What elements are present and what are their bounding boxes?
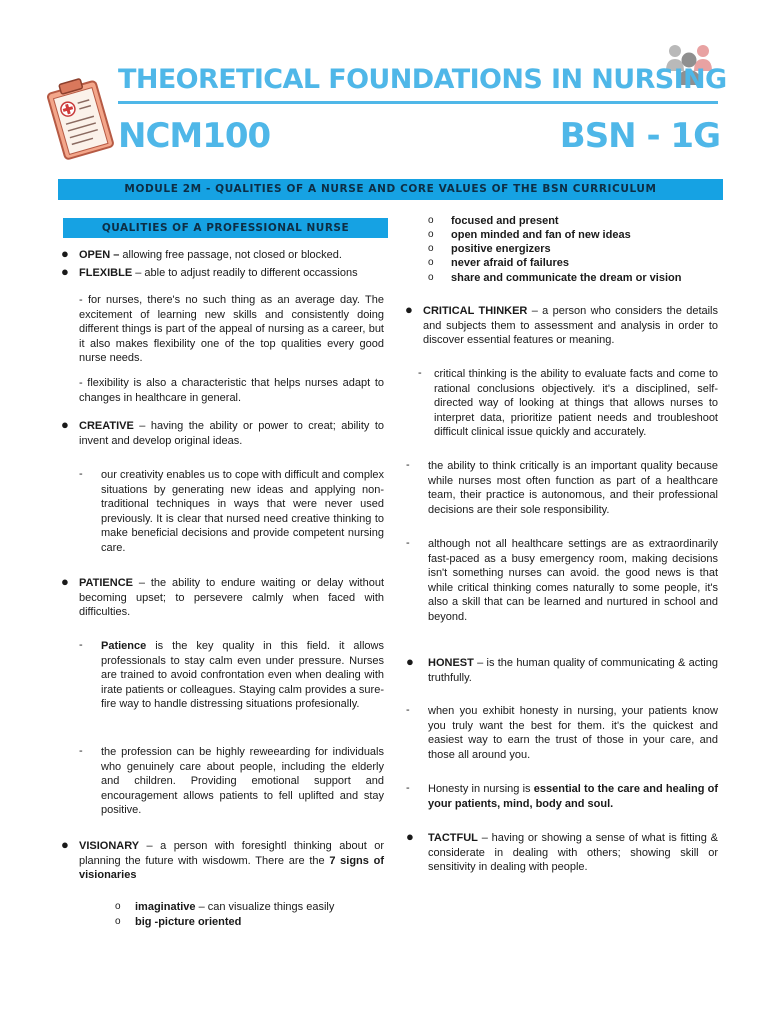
flexible-paragraph-1: - for nurses, there's no such thing as an average day. The excitement of learning new skills and consistently doing different things is part of the appeal of nursing as a career, but it also makes flexibility one of the top qualities every good nurse needs. (79, 294, 384, 365)
flexible-item (79, 266, 399, 281)
critical-detail-2: the ability to think critically is an important quality because while nurses most often function as part of a healthcare team, their practice is autonomous, and their professional decisions are their sole responsibility. (428, 460, 718, 516)
creative-item (79, 419, 384, 448)
tactful-item (428, 831, 718, 875)
course-code: NCM100 (118, 116, 271, 156)
bullet-icon: ● (61, 264, 69, 279)
module-banner: MODULE 2M - QUALITIES OF A NURSE AND CORE VALUES OF THE BSN CURRICULUM (58, 179, 723, 200)
creative-detail: our creativity enables us to cope with difficult and complex situations by generating new ideas and applying non-traditional techniques in ways that were never used previously. It is clear that nursed need creative thinking to make beneficial decisions and provide competent nursing care. (101, 469, 384, 554)
critical-term: CRITICAL THINKER (423, 305, 528, 317)
visionary-item (79, 839, 384, 883)
vision-sign-3: focused and present (451, 215, 559, 227)
hollow-bullet-icon: o (428, 229, 434, 240)
honest-detail-bold: essential to the care and healing of your patients, mind, body and soul. (428, 783, 718, 810)
honest-detail-2 (428, 782, 718, 811)
patience-item (79, 576, 384, 620)
bullet-icon: ● (405, 302, 413, 317)
vision-sign-1-text: – can visualize things easily (195, 901, 335, 913)
flexible-definition: – able to adjust readily to different occassions (132, 267, 358, 279)
bullet-icon: ● (406, 829, 414, 844)
visionary-term: VISIONARY (79, 840, 140, 852)
dash-marker: - (79, 745, 83, 757)
flexible-paragraph-2: - flexibility is also a characteristic that helps nurses adapt to changes in healthcare in general. (79, 377, 384, 404)
critical-definition: – a person who considers the details and subjects them to assessment and analysis in order to discover essential features or meaning. (423, 305, 719, 347)
dash-marker: - (418, 367, 422, 379)
visionary-signs-label: 7 signs of visionaries (79, 854, 384, 882)
patience-detail-bold: Patience (101, 640, 147, 652)
bullet-icon: ● (61, 837, 69, 852)
open-item (79, 248, 399, 263)
tactful-definition: – having or showing a sense of what is fitting & considerate in dealing with others; showing skill or sensitivity in dealing with people. (428, 832, 718, 874)
vision-sign-6: never afraid of failures (451, 257, 569, 269)
patience-term: PATIENCE (79, 577, 133, 589)
clipboard-icon (44, 70, 118, 168)
critical-detail-3: although not all healthcare settings are as extraordinarily fast-paced as a busy emergency room, making decisions isn't something nurses can avoid. the good news is that while critical thinking comes naturally to some people, it's also a skill that can be learned and nurtured in school and beyond. (428, 538, 718, 623)
honest-definition: – is the human quality of communicating & acting truthfully. (428, 657, 718, 684)
hollow-bullet-icon: o (428, 257, 434, 268)
patience-detail-2: the profession can be highly reweearding for individuals who genuinely care about people, including the elderly and children. Providing emotional support and encouragement allows patients to fell uplifted and stay positive. (101, 746, 384, 817)
vision-sign-2-term: big -picture oriented (135, 916, 242, 928)
page-title: THEORETICAL FOUNDATIONS IN NURSING (118, 64, 727, 95)
section-heading: QUALITIES OF A PROFESSIONAL NURSE (63, 218, 388, 238)
honest-term: HONEST (428, 657, 474, 669)
vision-sign-4: open minded and fan of new ideas (451, 229, 631, 241)
creative-definition: – having the ability or power to creat; ability to invent and develop original ideas. (79, 420, 384, 447)
critical-detail-1: critical thinking is the ability to evaluate facts and come to rational conclusions objectively. it's a disciplined, self-directed way of looking at things that allows nurses to interpret data, prioritize patient needs and troubleshoot difficult clinical issue quickly and accurately. (434, 368, 718, 439)
title-divider (118, 101, 718, 104)
dash-marker: - (406, 537, 410, 549)
hollow-bullet-icon: o (115, 901, 121, 912)
vision-sign-1-term: imaginative (135, 901, 196, 913)
flexible-term: FLEXIBLE (79, 267, 133, 279)
bullet-icon: ● (61, 574, 69, 589)
bullet-icon: ● (61, 246, 69, 261)
dash-marker: - (406, 782, 410, 794)
bullet-icon: ● (406, 654, 414, 669)
bullet-icon: ● (61, 417, 69, 432)
vision-sign-2 (135, 915, 395, 930)
hollow-bullet-icon: o (428, 215, 434, 226)
open-term: OPEN – (79, 249, 120, 261)
creative-term: CREATIVE (79, 420, 134, 432)
hollow-bullet-icon: o (115, 916, 121, 927)
critical-thinker-item (423, 304, 718, 348)
dash-marker: - (406, 459, 410, 471)
open-definition: allowing free passage, not closed or blocked. (119, 249, 342, 261)
vision-sign-5: positive energizers (451, 243, 551, 255)
dash-marker: - (79, 468, 83, 480)
tactful-term: TACTFUL (428, 832, 478, 844)
patience-detail-1 (101, 639, 384, 712)
hollow-bullet-icon: o (428, 243, 434, 254)
honest-item (428, 656, 718, 685)
section-code: BSN - 1G (559, 116, 720, 156)
honest-detail-1: when you exhibit honesty in nursing, your patients know you truly want the best for them. it's the quickest and easiest way to earn the trust of those in your care, and those all around you. (428, 705, 718, 761)
dash-marker: - (406, 704, 410, 716)
patience-definition: – the ability to endure waiting or delay without becoming upset; to persevere calmly when faced with difficulties. (79, 577, 384, 619)
honest-detail-text: Honesty in nursing is (428, 783, 534, 795)
visionary-definition: – a person with foresightl thinking about or planning the future with wisdowm. There are the (79, 840, 384, 867)
vision-sign-1 (135, 900, 395, 915)
hollow-bullet-icon: o (428, 272, 434, 283)
patience-detail-text: is the key quality in this field. it allows professionals to stay calm even under pressure. Nurses are trained to avoid confrontation even when dealing with irate patients or colleagues. Staying calm provides a sure-fire way to handle distressing situations profesionally. (101, 640, 384, 711)
dash-marker: - (79, 639, 83, 651)
vision-sign-7: share and communicate the dream or vision (451, 272, 682, 284)
